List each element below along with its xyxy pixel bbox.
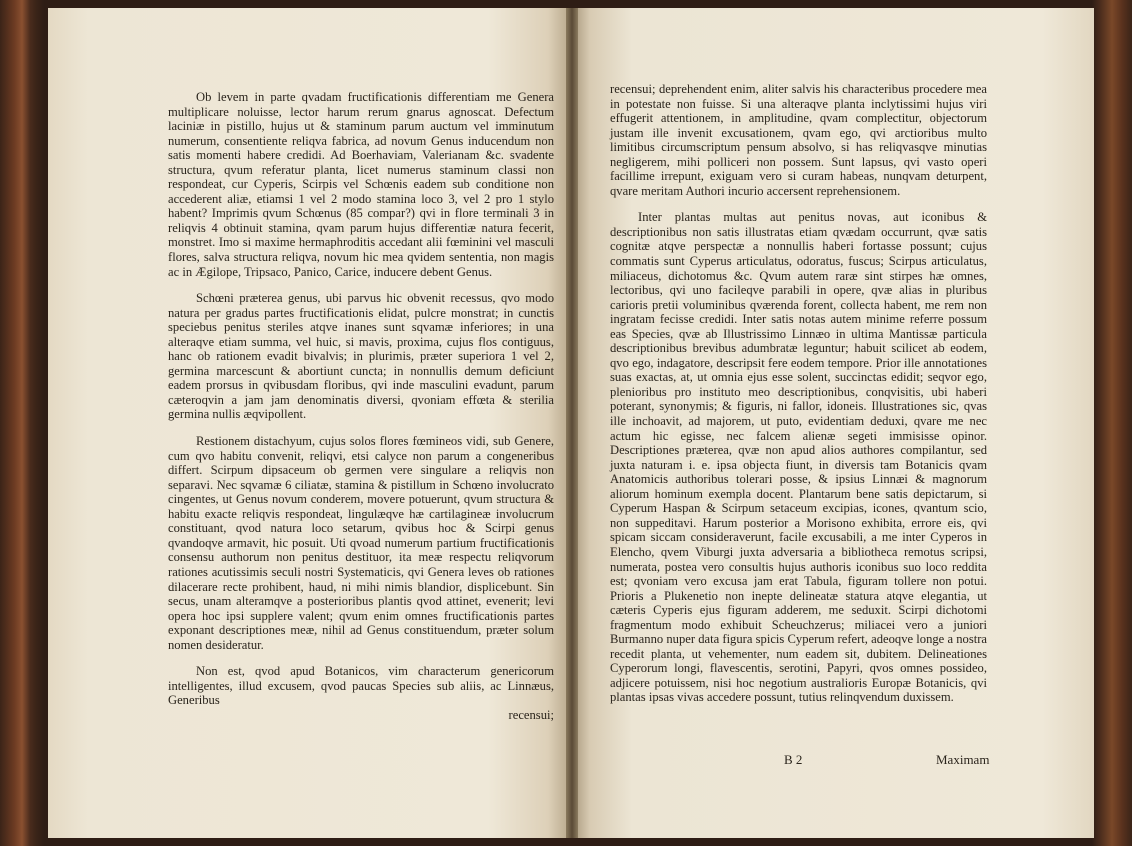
paragraph-continuation: recensui; xyxy=(508,707,554,722)
paragraph: Non est, qvod apud Botanicos, vim characterum genericorum intelligentes, illud excusem, qvod paucas Species sub aliis, ac Linnæus, Generibus xyxy=(168,664,554,708)
catchword: Maximam xyxy=(936,752,990,767)
paragraph: Restionem distachyum, cujus solos flores fœmineos vidi, sub Genere, cum qvo habitu convenit, reliqvi, etsi calyce non parum a congeneribus differt. Scirpum dipsaceum ob germen vere singulare a reliqvis non separavi. Nec sqvamæ 6 ciliatæ, stamina & pistillum in Schœno involucrato cingentes, ut Genus novum conderem, movere potuerunt, qvum structura & habitu exacte reliqvis respondeat, lingulæqve hæ cartilagineæ involucrum constituant, qvod natura loco setarum, qvibus hoc & Scirpi genus qvandoqve armavit, hic posuit. Uti qvoad numerum partium fructificationis consensu authorum non penitus destituor, ita meæ respectu reliqvorum rationes acutissimis seculi nostri Systematicis, qvi Genera leves ob rationes dilacerare recte prohibent, haud, ni mihi nimis blandior, displicebunt. Sin secus, unam alteramqve a posterioribus plantis qvod attinet, evenerit; levi opera hoc ipsi supplere valent; qvum enim omnes fructificationis partes exponant descriptiones meæ, nihil ad Genus constituendum, præter solum nomen desideratur. xyxy=(168,434,554,652)
paragraph: Inter plantas multas aut penitus novas, aut iconibus & descriptionibus non satis illustratas etiam qvædam occurrunt, qvæ satis cognitæ atqve perspectæ a nonnullis haberi fortasse possunt; cujus commatis sunt Cyperus articulatus, odoratus, fuscus; Scirpus articulatus, miliaceus, dichotomus &c. Qvum autem raræ sint stirpes hæ omnes, lectoribus, qvi uno facileqve parabili in opere, qvæ alias in pluribus carioris pretii voluminibus qværenda forent, collecta habent, me rem non ingratam fecisse credidi. Inter satis notas autem minime referre possum eas Species, qvæ ab Illustrissimo Linnæo in ultima Mantissæ particula descriptionibus brevibus adumbratæ leguntur; habuit scilicet ab eodem, qvo ego, indagatore, descripsit fere eodem tempore. Prior ille annotationes suas exactas, at, ut omnia ejus esse solent, succinctas edidit; seqvor ego, plenioribus pro instituto meo descriptionibus, conqvisitis, ubi haberi poterant, synonymis; & figuris, ni fallor, idoneis. Illustrationes sic, qvas ille inchoavit, ad majorem, ut puto, evidentiam deduxi, qvare me nec actum hic egisse, nec falcem alienæ segeti immisisse opinor. Descriptiones præterea, qvæ non apud alios authores compilantur, sed juxta naturam i. e. ipsa objecta fiunt, in diversis tam Botanicis qvam Anatomicis authoribus tolerari posse, & ipsius Linnæi & magnorum aliorum hominum exempla docent. Plantarum bene satis depictarum, si Cyperum Haspan & Scirpum setaceum excipias, icones, qvantum scio, non suppeditavi. Harum posterior a Morisono exhibita, errore eis, qvi spicam siccam consideraverunt, facile excusabili, a me inter Cyperos in Elencho, qvem Viburgi juxta adversaria a bibliotheca remotus scripsi, numerata, postea vero consultis hujus authoris iconibus suo loco reddita est; qvoniam vero excusa jam erat Tabula, figuram tollere non potui. Prioris a Plukenetio non inepte delineatæ statura atqve elegantia, ut cæteris Cyperis ejus figuram adderem, me seduxit. Scirpi dichotomi fragmentum modo exhibuit Scheuchzerus; miliacei vero a juniori Burmanno nuper data figura spicis Cyperum refert, adeoqve longe a nostra recedit planta, ut vehementer, num eadem sit, dubitem. Delineationes Cyperorum longi, flavescentis, serotini, Papyri, qvos omnes possideo, adjicere potuissem, nisi hoc negotium australioris Europæ Botanicis, qvi plantas ipsas vivas accedere possunt, tutius relinqvendum duxissem. xyxy=(610,210,987,705)
right-page-text xyxy=(610,82,987,705)
paragraph: recensui; deprehendent enim, aliter salvis his characteribus procedere mea in potestate non fuisse. Si una alteraqve planta inclytissimi hujus viri effugerit attentionem, in amplitudine, qvam complectitur, objectorum justam ille invenit excusationem, qvam ego, qvi arctioribus multo limitibus circumscriptum pensum absolvo, si has reliqvasqve minutias negligerem, mihi polliceri non possem. Sunt lapsus, qvi vasto operi facillime irrepunt, exiguam vero si curam habeas, nunqvam deturpent, qvare meritam Authori incurio accersent reprehensionem. xyxy=(610,82,987,198)
signature-mark: B 2 xyxy=(784,752,803,767)
paragraph: Ob levem in parte qvadam fructificationis differentiam me Genera multiplicare noluisse, lector harum rerum gnarus agnoscat. Defectum laciniæ in pistillo, hujus ut & staminum parum auctum vel imminutum numerum, consentiente reliqva fabrica, ad novum Genus inducendum non satis momenti habere credidi. Ad Boerhaviam, Valerianam &c. svadente structura, qvum referatur planta, licet numerus staminum classi non respondeat, cur Cyperis, Scirpis vel Schœnis eadem sub conditione non accederent aliæ, etiamsi 1 vel 2 modo stamina loco 3, vel 2 pro 1 stylo habent? Imprimis qvum Schœnus (85 compar?) qvi in flore terminali 3 in reliqvis 4 obtinuit stamina, qvam parum hujus differentiæ natura fecerit, monstret. Imo si maxime hermaphroditis accedant alii fœminini vel masculi flores, salva structura reliqva, novum hic mea qvidem sententia, non magis ac in Ægilope, Tripsaco, Panico, Carice, inducere debent Genus. xyxy=(168,90,554,279)
left-page-text xyxy=(168,90,554,722)
book-gutter xyxy=(566,8,578,838)
paragraph: Schœni præterea genus, ubi parvus hic obvenit recessus, qvo modo natura per gradus partes fructificationis elidat, pulcre monstrat; in cunctis speciebus penitus steriles atqve inanes sunt sqvamæ inferiores; in una alteraqve etiam summa, vel huic, si mavis, proxima, cujus flos contiguus, hanc ob rationem evadit bivalvis; in plurimis, præter superiora 1 vel 2, germina marcescunt & abortiunt cuncta; in nonnullis demum deficiunt eadem prorsus in qvibusdam floribus, qvi inde masculini evadunt, parum cæteroqvin a jam jam denominatis diversi, qvoniam effœta & sterilia germina nullis æqvipollent. xyxy=(168,291,554,422)
